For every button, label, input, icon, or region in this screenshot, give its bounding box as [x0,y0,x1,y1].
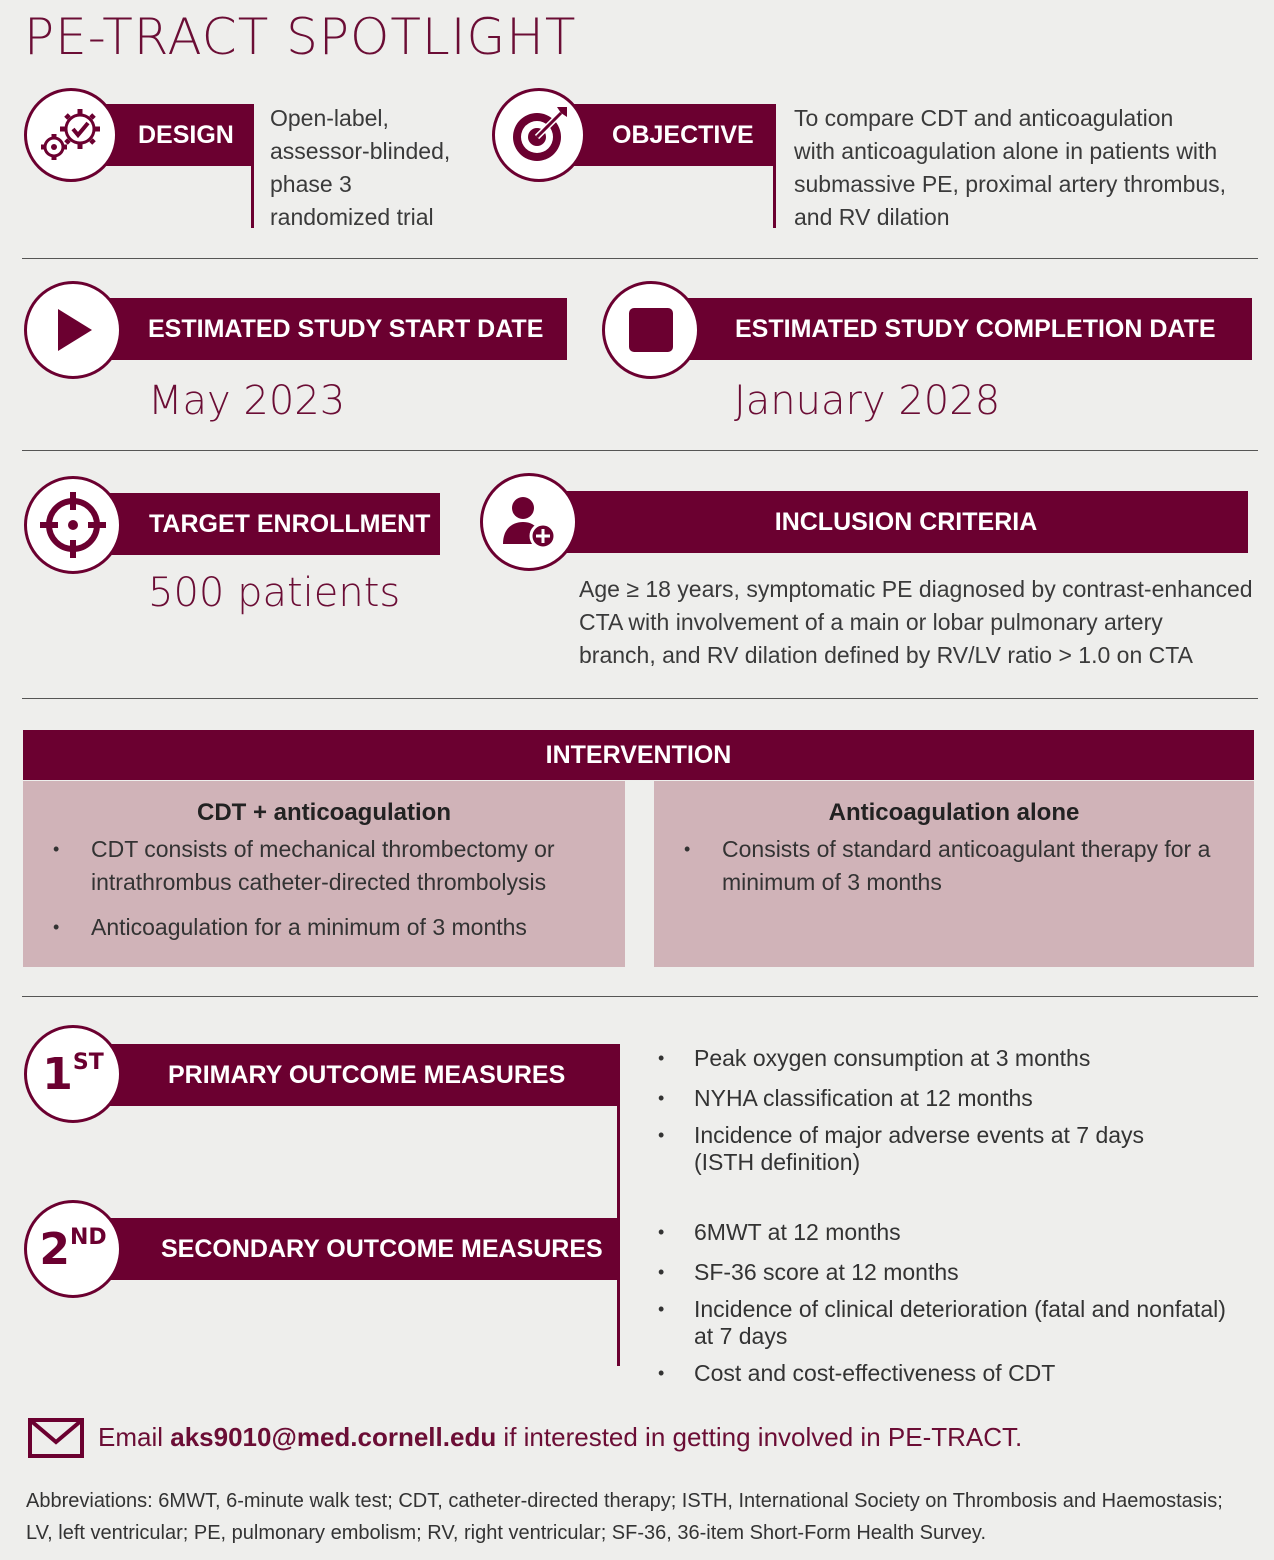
list-item: • SF-36 score at 12 months [654,1256,1254,1289]
secondary-outcome-list [654,1216,1254,1390]
crosshair-icon [24,476,122,574]
completion-date-value: January 2028 [734,378,1001,424]
divider-2 [22,450,1258,451]
stop-icon [602,281,700,379]
play-icon [24,281,122,379]
intervention-panel-cdt [23,781,625,967]
list-item: • Incidence of clinical deterioration (fatal and nonfatal) at 7 days [654,1296,1254,1350]
contact-line: Email aks9010@med.cornell.edu if interested in getting involved in PE-TRACT. [98,1422,1023,1452]
inclusion-bar [540,491,1248,553]
list-item: • NYHA classification at 12 months [654,1082,1254,1115]
inclusion-label: INCLUSION CRITERIA [774,507,1038,536]
objective-text: To compare CDT and anticoagulation with anticoagulation alone in patients with submassive PE, proximal artery thrombus, and RV dilation [794,105,1227,230]
target-arrow-icon [492,88,586,182]
start-date-value: May 2023 [148,378,346,424]
anticoag-list [654,833,1254,899]
divider-3 [22,698,1258,699]
cdt-list [23,833,625,944]
outcome-divider [617,1044,620,1366]
list-item: • Cost and cost-effectiveness of CDT [654,1357,1254,1390]
abbreviations: Abbreviations: 6MWT, 6-minute walk test; CDT, catheter-directed therapy; ISTH, International Society on Thrombosis and Haemostasis; LV, left ventricular; PE, pulmonary embolism; RV, right ventricular; SF-36, 36-item Short-Form Health Survey. [26,1490,1223,1544]
primary-outcome-bar [80,1044,620,1106]
start-date-label: ESTIMATED STUDY START DATE [148,314,544,343]
design-divider [251,104,254,228]
objective-divider [773,104,776,228]
second-rank-badge: 2ND [24,1200,122,1298]
list-item: • Consists of standard anticoagulant therapy for a minimum of 3 months [654,833,1254,899]
enrollment-label: TARGET ENROLLMENT [149,509,431,538]
primary-outcome-list [654,1042,1254,1176]
intervention-panel-anticoag [654,781,1254,967]
intervention-label: INTERVENTION [545,740,732,769]
envelope-icon [28,1418,84,1463]
list-item: • Peak oxygen consumption at 3 months [654,1042,1254,1075]
divider-1 [22,258,1258,259]
objective-label: OBJECTIVE [612,120,754,149]
list-item: • Anticoagulation for a minimum of 3 months [23,911,625,944]
list-item: • Incidence of major adverse events at 7 days (ISTH definition) [654,1122,1254,1176]
divider-4 [22,996,1258,997]
first-rank-badge: 1ST [24,1025,122,1123]
user-plus-icon [480,473,578,571]
list-item: • CDT consists of mechanical thrombectomy or intrathrombus catheter-directed thrombolysis [23,833,625,899]
completion-date-label: ESTIMATED STUDY COMPLETION DATE [735,314,1216,343]
page-title: PE-TRACT SPOTLIGHT [24,8,577,66]
design-text: Open-label, assessor-blinded, phase 3 randomized trial [270,105,451,230]
inclusion-text: Age ≥ 18 years, symptomatic PE diagnosed by contrast-enhanced CTA with involvement of a main or lobar pulmonary artery branch, and RV dilation defined by RV/LV ratio > 1.0 on CTA [579,576,1253,668]
gears-check-icon [24,88,118,182]
enrollment-value: 500 patients [148,570,401,616]
cdt-title: CDT + anticoagulation [196,799,451,826]
enrollment-bar [80,493,440,555]
list-item: • 6MWT at 12 months [654,1216,1254,1249]
start-date-bar [80,298,567,360]
completion-date-bar [660,298,1252,360]
secondary-outcome-bar [80,1218,620,1280]
primary-outcome-label: PRIMARY OUTCOME MEASURES [168,1060,566,1089]
intervention-bar [23,730,1254,780]
design-label: DESIGN [138,120,234,149]
secondary-outcome-label: SECONDARY OUTCOME MEASURES [161,1234,603,1263]
anticoag-title: Anticoagulation alone [828,799,1080,826]
contact-email-link[interactable]: aks9010@med.cornell.edu [170,1422,497,1452]
